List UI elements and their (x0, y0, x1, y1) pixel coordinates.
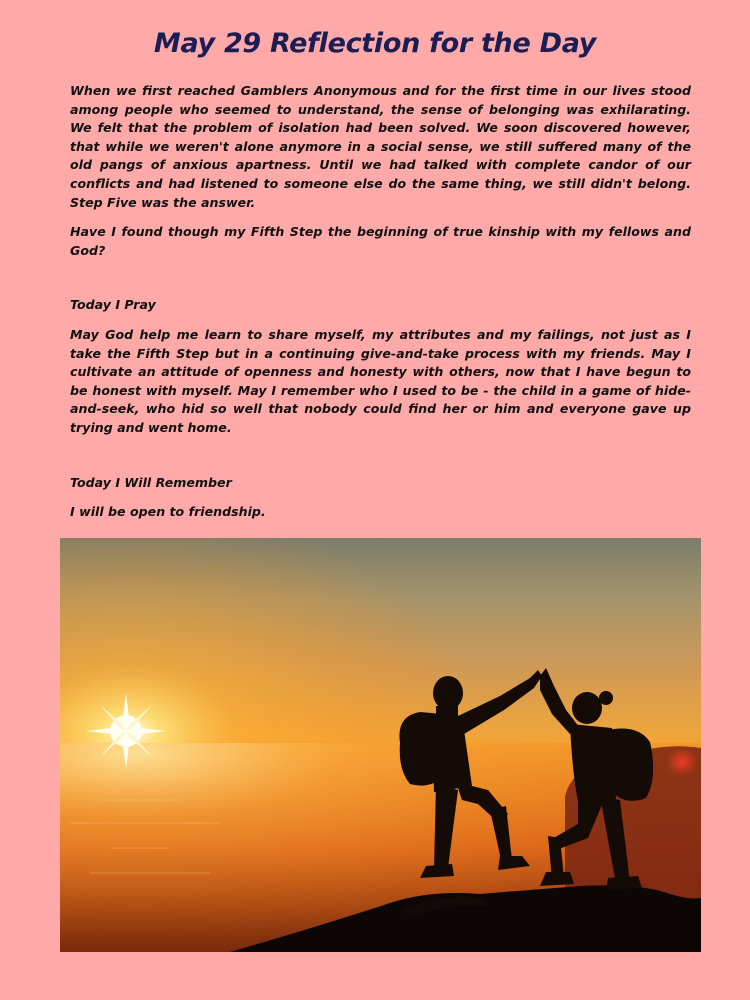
today-i-will-remember-heading: Today I Will Remember (70, 474, 232, 490)
today-i-pray-heading: Today I Pray (70, 297, 156, 313)
reflection-body (70, 82, 691, 533)
sunset-hikers-photo (60, 538, 701, 952)
reflection-question: Have I found though my Fifth Step the beginning of true kinship with my fellows and God? (70, 224, 691, 258)
reflection-paragraph: When we first reached Gamblers Anonymous and for the first time in our lives stood among people who seemed to understand, the sense of belonging was exhilarating. We felt that the problem of isolation had been solved. We soon discovered however, that while we weren't alone anymore in a social sense, we still suffered many of the old pangs of anxious apartness. Until we had talked with complete candor of our conflicts and had listened to someone else do the same thing, we still didn't belong. Step Five was the answer. (70, 83, 691, 210)
remember-text: I will be open to friendship. (70, 504, 266, 520)
prayer-paragraph: May God help me learn to share myself, my attributes and my failings, not just as I take the Fifth Step but in a continuing give-and-take process with my friends. May I cultivate an attitude of openness and honesty with others, now that I have begun to be honest with myself. May I remember who I used to be - the child in a game of hide-and-seek, who hid so well that nobody could find her or him and everyone gave up trying and went home. (70, 326, 691, 435)
page-title: May 29 Reflection for the Day (153, 28, 597, 59)
